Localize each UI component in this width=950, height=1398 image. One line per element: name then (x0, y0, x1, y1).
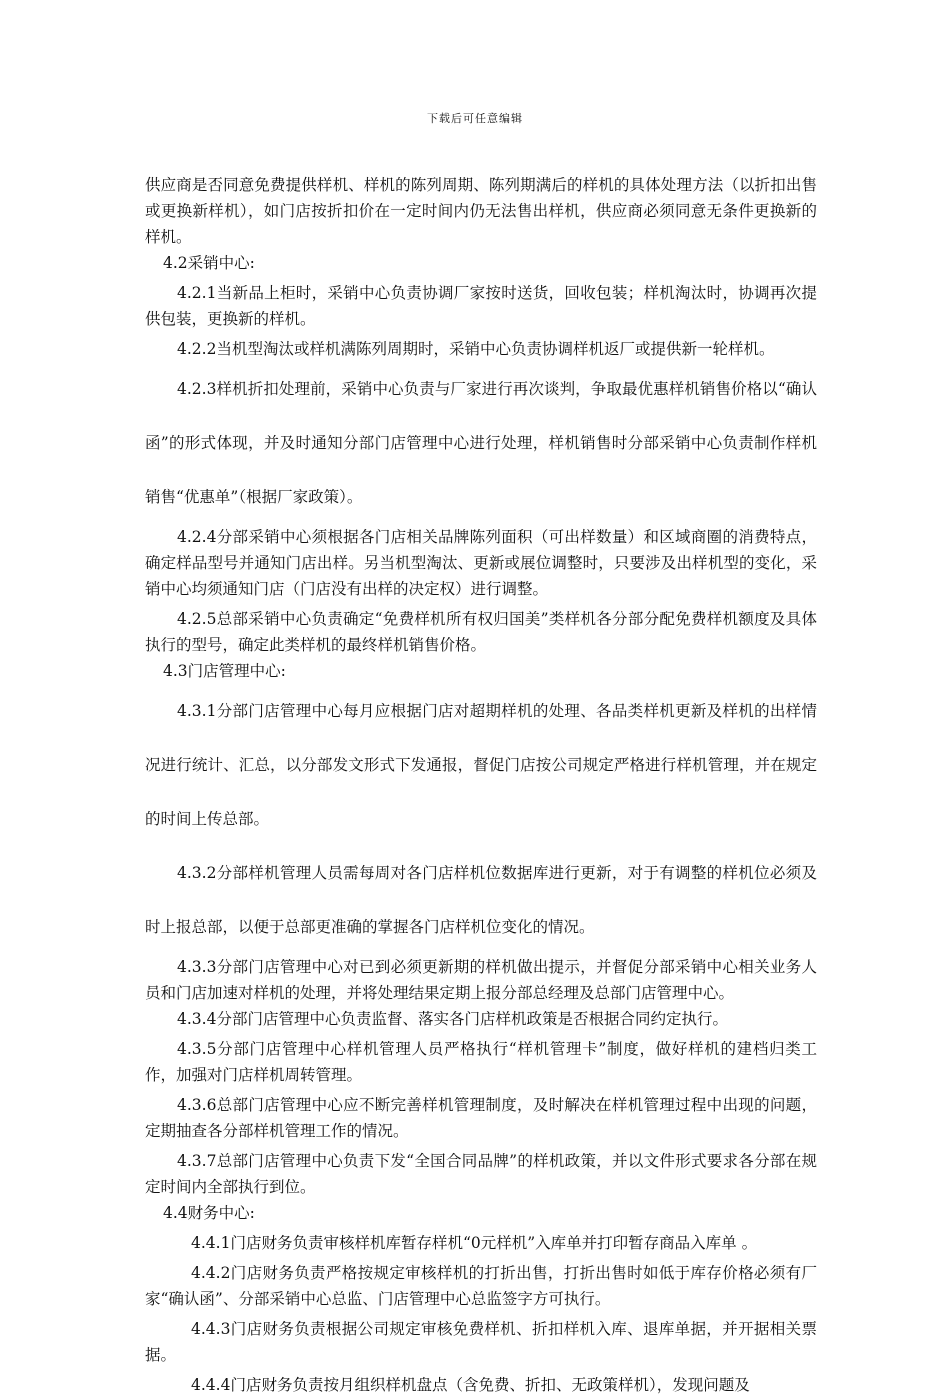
section-heading: 4.3门店管理中心: (163, 662, 286, 680)
paragraph: 4.3.3分部门店管理中心对已到必须更新期的样机做出提示，并督促分部采销中心相关业务人员和门店加速对样机的处理，并将处理结果定期上报分部总经理及总部门店管理中心。 (145, 958, 817, 1002)
paragraph: 4.3.5分部门店管理中心样机管理人员严格执行“样机管理卡”制度，做好样机的建档归类工作，加强对门店样机周转管理。 (145, 1040, 817, 1084)
paragraph: 4.2.5总部采销中心负责确定“免费样机所有权归国美”类样机各分部分配免费样机额度及具体执行的型号，确定此类样机的最终样机销售价格。 (145, 610, 817, 654)
paragraph: 4.4.1门店财务负责审核样机库暂存样机“0元样机”入库单并打印暂存商品入库单 。 (191, 1234, 758, 1252)
paragraph: 4.3.2分部样机管理人员需每周对各门店样机位数据库进行更新，对于有调整的样机位必须及时上报总部，以便于总部更准确的掌握各门店样机位变化的情况。 (145, 864, 817, 936)
paragraph: 4.3.7总部门店管理中心负责下发“全国合同品牌”的样机政策，并以文件形式要求各分部在规定时间内全部执行到位。 (145, 1152, 817, 1196)
paragraph: 4.3.6总部门店管理中心应不断完善样机管理制度，及时解决在样机管理过程中出现的问题，定期抽查各分部样机管理工作的情况。 (145, 1096, 817, 1140)
paragraph: 4.4.3门店财务负责根据公司规定审核免费样机、折扣样机入库、退库单据，并开据相关票据。 (145, 1320, 817, 1364)
paragraph: 4.4.2门店财务负责严格按规定审核样机的打折出售，打折出售时如低于库存价格必须有厂家“确认函”、分部采销中心总监、门店管理中心总监签字方可执行。 (145, 1264, 817, 1308)
section-heading: 4.2采销中心: (163, 254, 255, 272)
paragraph: 4.2.3样机折扣处理前，采销中心负责与厂家进行再次谈判，争取最优惠样机销售价格以“确认函”的形式体现，并及时通知分部门店管理中心进行处理，样机销售时分部采销中心负责制作样机销售“优惠单”（根据厂家政策）。 (145, 380, 817, 506)
page-header: 下载后可任意编辑 (427, 112, 523, 125)
paragraph: 供应商是否同意免费提供样机、样机的陈列周期、陈列期满后的样机的具体处理方法（以折扣出售或更换新样机），如门店按折扣价在一定时间内仍无法售出样机，供应商必须同意无条件更换新的样机。 (145, 176, 817, 246)
paragraph: 4.2.2当机型淘汰或样机满陈列周期时，采销中心负责协调样机返厂或提供新一轮样机。 (177, 340, 775, 358)
section-heading: 4.4财务中心: (163, 1204, 255, 1222)
paragraph: 4.2.4分部采销中心须根据各门店相关品牌陈列面积（可出样数量）和区域商圈的消费特点，确定样品型号并通知门店出样。另当机型淘汰、更新或展位调整时，只要涉及出样机型的变化，采销中心均须通知门店（门店没有出样的决定权）进行调整。 (145, 528, 817, 598)
paragraph: 4.3.4分部门店管理中心负责监督、落实各门店样机政策是否根据合同约定执行。 (177, 1010, 728, 1028)
document-body (145, 172, 817, 1398)
paragraph: 4.3.1分部门店管理中心每月应根据门店对超期样机的处理、各品类样机更新及样机的出样情况进行统计、汇总，以分部发文形式下发通报，督促门店按公司规定严格进行样机管理，并在规定的时间上传总部。 (145, 702, 817, 828)
paragraph: 4.4.4门店财务负责按月组织样机盘点（含免费、折扣、无政策样机），发现问题及 (191, 1376, 750, 1394)
paragraph: 4.2.1当新品上柜时，采销中心负责协调厂家按时送货，回收包装；样机淘汰时，协调再次提供包装，更换新的样机。 (145, 284, 817, 328)
